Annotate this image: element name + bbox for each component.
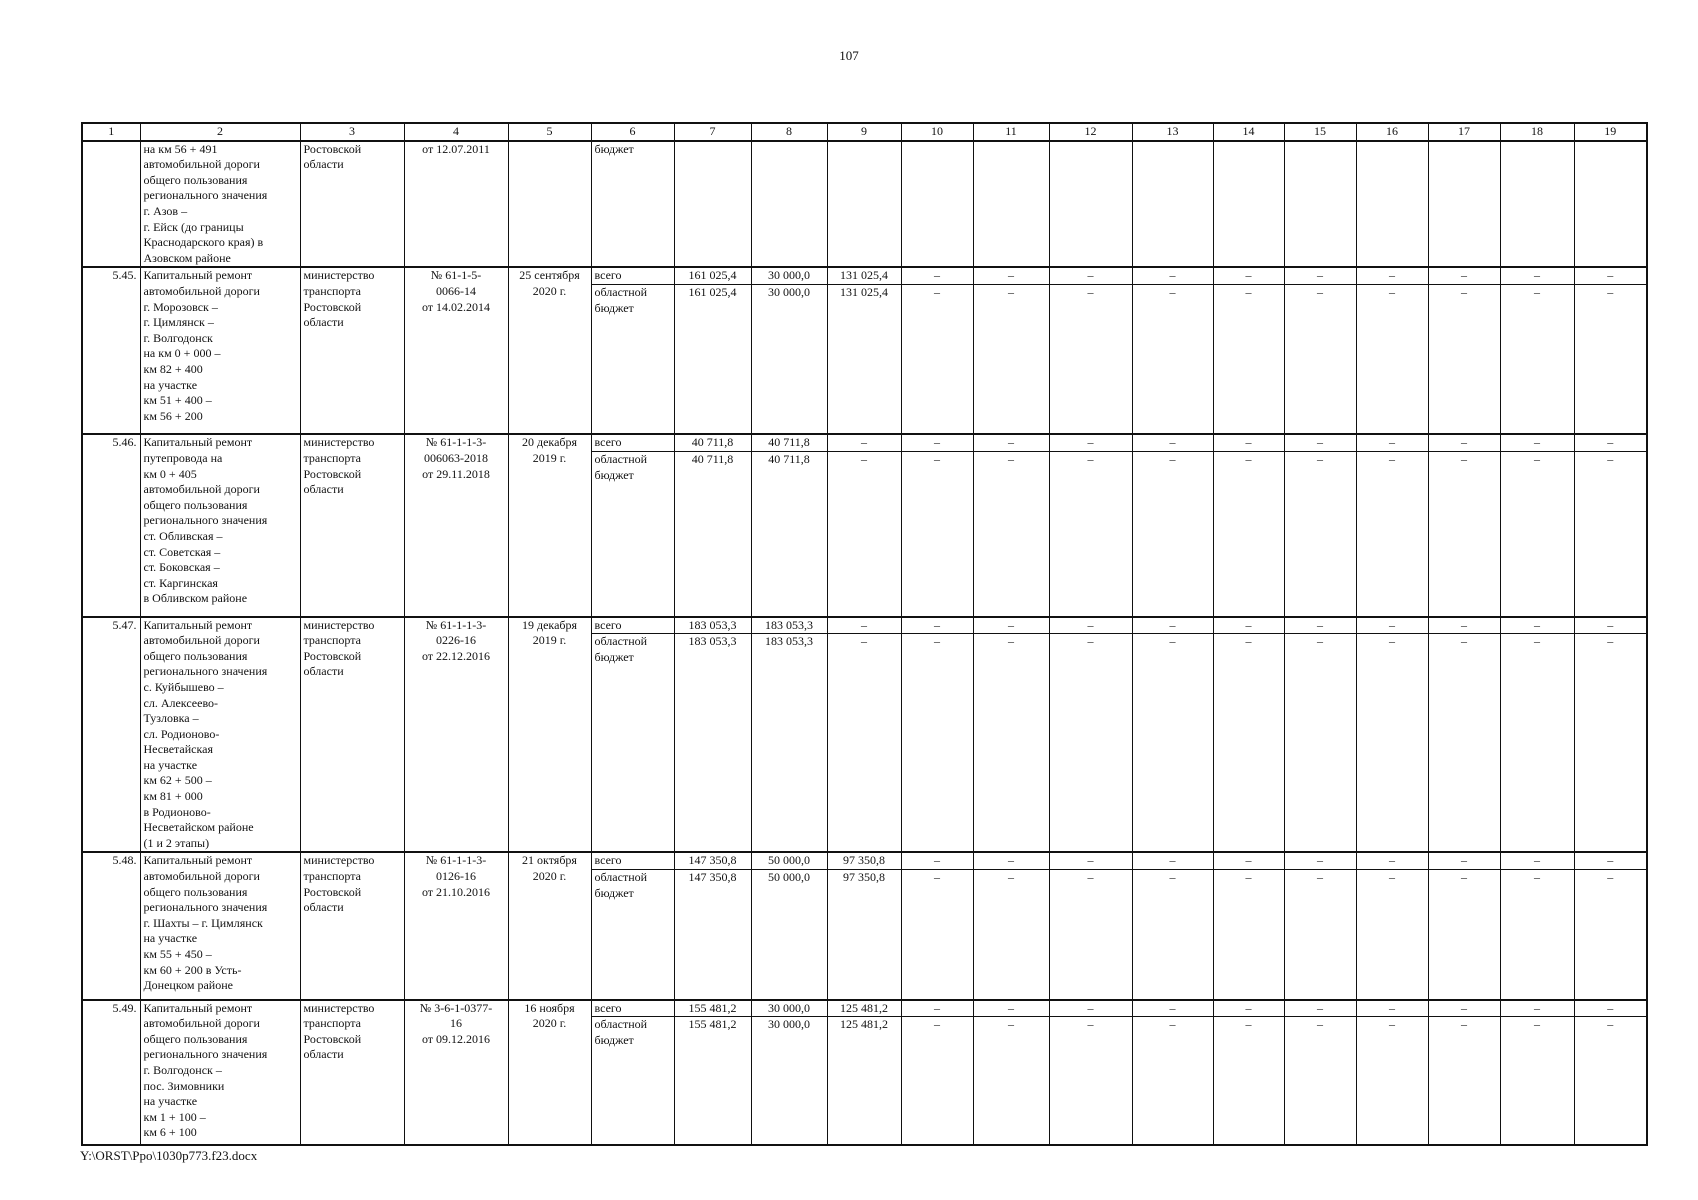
value-cell bbox=[1213, 141, 1284, 268]
value-cell: – bbox=[1500, 434, 1574, 451]
value-cell: – bbox=[901, 617, 973, 634]
col-header: 7 bbox=[674, 123, 751, 141]
value-cell: – bbox=[1049, 434, 1132, 451]
object-name-cell: Капитальный ремонт автомобильной дороги г. Морозовск – г. Цимлянск – г. Волгодонск на км 0 + 000 – км 82 + 400 на участке км 51 + 400 – км 56 + 200 bbox=[140, 267, 300, 434]
value-cell: 131 025,4 bbox=[827, 267, 901, 284]
table-row bbox=[82, 1000, 1647, 1017]
customer-cell: министерство транспорта Ростовской области bbox=[300, 852, 404, 999]
value-cell: – bbox=[1574, 870, 1647, 1000]
value-cell: 40 711,8 bbox=[674, 452, 751, 617]
object-name-cell: Капитальный ремонт автомобильной дороги общего пользования регионального значения г. Шахты – г. Цимлянск на участке км 55 + 450 – км 60 + 200 в Усть- Донецком районе bbox=[140, 852, 300, 999]
term-cell: 16 ноября 2020 г. bbox=[508, 1000, 591, 1145]
customer-cell: министерство транспорта Ростовской области bbox=[300, 434, 404, 616]
capital-repair-table bbox=[81, 122, 1648, 1146]
col-header: 18 bbox=[1500, 123, 1574, 141]
col-header: 19 bbox=[1574, 123, 1647, 141]
value-cell: 147 350,8 bbox=[674, 870, 751, 1000]
value-cell: – bbox=[1428, 267, 1500, 284]
customer-cell: министерство транспорта Ростовской области bbox=[300, 1000, 404, 1145]
col-header: 14 bbox=[1213, 123, 1284, 141]
term-cell: 19 декабря 2019 г. bbox=[508, 617, 591, 853]
value-cell: – bbox=[1284, 617, 1356, 634]
value-cell bbox=[751, 141, 827, 268]
col-header: 6 bbox=[591, 123, 674, 141]
value-cell: – bbox=[1428, 617, 1500, 634]
value-cell: – bbox=[1574, 434, 1647, 451]
value-cell: – bbox=[1213, 267, 1284, 284]
value-cell: – bbox=[973, 452, 1049, 617]
value-cell bbox=[1284, 141, 1356, 268]
value-cell: 50 000,0 bbox=[751, 870, 827, 1000]
value-cell: – bbox=[1574, 267, 1647, 284]
value-cell: – bbox=[1284, 434, 1356, 451]
value-cell: – bbox=[1356, 617, 1428, 634]
value-cell: – bbox=[1574, 617, 1647, 634]
item-number-cell: 5.49. bbox=[82, 1000, 140, 1145]
value-cell: – bbox=[973, 617, 1049, 634]
value-cell: – bbox=[1428, 1000, 1500, 1017]
value-cell: 155 481,2 bbox=[674, 1000, 751, 1017]
estimate-doc-cell: № 61-1-1-3- 006063-2018 от 29.11.2018 bbox=[404, 434, 508, 616]
value-cell: 183 053,3 bbox=[674, 617, 751, 634]
funding-source-cell: всего bbox=[591, 267, 674, 284]
object-name-cell: Капитальный ремонт путепровода на км 0 + 405 автомобильной дороги общего пользования регионального значения ст. Обливская – ст. Советская – ст. Боковская – ст. Каргинская в Обливском районе bbox=[140, 434, 300, 616]
value-cell: 183 053,3 bbox=[751, 634, 827, 853]
value-cell: – bbox=[1284, 452, 1356, 617]
value-cell: – bbox=[1500, 617, 1574, 634]
value-cell: – bbox=[1356, 267, 1428, 284]
item-number-cell: 5.46. bbox=[82, 434, 140, 616]
value-cell: – bbox=[1049, 870, 1132, 1000]
value-cell: – bbox=[973, 1017, 1049, 1145]
funding-source-cell: областной бюджет bbox=[591, 284, 674, 434]
value-cell bbox=[1356, 141, 1428, 268]
value-cell: – bbox=[1213, 617, 1284, 634]
col-header: 11 bbox=[973, 123, 1049, 141]
value-cell bbox=[973, 141, 1049, 268]
value-cell: 30 000,0 bbox=[751, 267, 827, 284]
value-cell: 40 711,8 bbox=[674, 434, 751, 451]
value-cell: 155 481,2 bbox=[674, 1017, 751, 1145]
value-cell: – bbox=[1500, 1000, 1574, 1017]
value-cell: – bbox=[1356, 452, 1428, 617]
footer-file-path: Y:\ORST\Ppo\1030p773.f23.docx bbox=[80, 1148, 258, 1163]
value-cell: – bbox=[1049, 1000, 1132, 1017]
col-header: 2 bbox=[140, 123, 300, 141]
value-cell: – bbox=[1132, 617, 1213, 634]
col-header: 5 bbox=[508, 123, 591, 141]
continuation-row bbox=[82, 141, 1647, 268]
funding-source-cell: областной бюджет bbox=[591, 634, 674, 853]
value-cell: – bbox=[1356, 284, 1428, 434]
term-cell: 20 декабря 2019 г. bbox=[508, 434, 591, 616]
value-cell: – bbox=[1500, 852, 1574, 869]
value-cell bbox=[1132, 141, 1213, 268]
term-cell: 21 октября 2020 г. bbox=[508, 852, 591, 999]
value-cell: – bbox=[1132, 634, 1213, 853]
value-cell: – bbox=[1356, 870, 1428, 1000]
col-header: 13 bbox=[1132, 123, 1213, 141]
value-cell: 161 025,4 bbox=[674, 284, 751, 434]
value-cell: – bbox=[1500, 284, 1574, 434]
col-header: 8 bbox=[751, 123, 827, 141]
value-cell: – bbox=[1132, 1000, 1213, 1017]
col-header: 4 bbox=[404, 123, 508, 141]
col-header: 9 bbox=[827, 123, 901, 141]
value-cell: – bbox=[973, 1000, 1049, 1017]
value-cell: – bbox=[973, 284, 1049, 434]
value-cell: – bbox=[1049, 1017, 1132, 1145]
value-cell bbox=[674, 141, 751, 268]
value-cell: – bbox=[1213, 1017, 1284, 1145]
value-cell: – bbox=[1574, 1000, 1647, 1017]
value-cell: 125 481,2 bbox=[827, 1000, 901, 1017]
funding-source-cell: всего bbox=[591, 852, 674, 869]
value-cell bbox=[901, 141, 973, 268]
estimate-doc-cell: № 61-1-5- 0066-14 от 14.02.2014 bbox=[404, 267, 508, 434]
value-cell: – bbox=[973, 870, 1049, 1000]
value-cell bbox=[827, 141, 901, 268]
object-name-cell: Капитальный ремонт автомобильной дороги общего пользования регионального значения г. Волгодонск – пос. Зимовники на участке км 1 + 100 – км 6 + 100 bbox=[140, 1000, 300, 1145]
value-cell: – bbox=[1213, 284, 1284, 434]
object-name-cell: на км 56 + 491 автомобильной дороги общего пользования регионального значения г. Азов – г. Ейск (до границы Краснодарского края) в Азовском районе bbox=[140, 141, 300, 268]
value-cell: – bbox=[1574, 634, 1647, 853]
estimate-doc-cell: № 61-1-1-3- 0226-16 от 22.12.2016 bbox=[404, 617, 508, 853]
value-cell: – bbox=[1213, 852, 1284, 869]
value-cell: – bbox=[1356, 1000, 1428, 1017]
value-cell bbox=[1574, 141, 1647, 268]
value-cell: – bbox=[1428, 1017, 1500, 1145]
customer-cell: Ростовской области bbox=[300, 141, 404, 268]
value-cell: – bbox=[973, 434, 1049, 451]
value-cell: – bbox=[1284, 267, 1356, 284]
source-cell: бюджет bbox=[591, 141, 674, 268]
value-cell: – bbox=[1284, 634, 1356, 853]
value-cell: – bbox=[1213, 452, 1284, 617]
col-header: 10 bbox=[901, 123, 973, 141]
value-cell: – bbox=[1049, 852, 1132, 869]
value-cell: – bbox=[901, 267, 973, 284]
value-cell: – bbox=[1574, 452, 1647, 617]
value-cell: – bbox=[827, 634, 901, 853]
term-cell: 25 сентября 2020 г. bbox=[508, 267, 591, 434]
value-cell: – bbox=[1132, 452, 1213, 617]
value-cell: 50 000,0 bbox=[751, 852, 827, 869]
value-cell: – bbox=[1428, 284, 1500, 434]
value-cell: 183 053,3 bbox=[674, 634, 751, 853]
item-number-cell: 5.47. bbox=[82, 617, 140, 853]
value-cell: 131 025,4 bbox=[827, 284, 901, 434]
value-cell: – bbox=[1132, 1017, 1213, 1145]
value-cell bbox=[1428, 141, 1500, 268]
value-cell: – bbox=[1356, 852, 1428, 869]
value-cell: – bbox=[1213, 1000, 1284, 1017]
value-cell: – bbox=[1284, 852, 1356, 869]
column-number-header bbox=[82, 123, 1647, 141]
value-cell: – bbox=[1284, 284, 1356, 434]
object-name-cell: Капитальный ремонт автомобильной дороги общего пользования регионального значения с. Куйбышево – сл. Алексеево- Тузловка – сл. Родионово- Несветайская на участке км 62 + 500 – км 81 + 000 в Родионово- Несветайском районе (1 и 2 этапы) bbox=[140, 617, 300, 853]
item-number-cell: 5.48. bbox=[82, 852, 140, 999]
value-cell: – bbox=[1284, 1000, 1356, 1017]
item-number-cell bbox=[82, 141, 140, 268]
value-cell: – bbox=[1574, 1017, 1647, 1145]
value-cell: – bbox=[1356, 634, 1428, 853]
funding-source-cell: всего bbox=[591, 434, 674, 451]
col-header: 17 bbox=[1428, 123, 1500, 141]
value-cell: – bbox=[1500, 452, 1574, 617]
value-cell: 125 481,2 bbox=[827, 1017, 901, 1145]
value-cell: – bbox=[901, 434, 973, 451]
value-cell: – bbox=[1428, 852, 1500, 869]
value-cell: 30 000,0 bbox=[751, 1017, 827, 1145]
value-cell: – bbox=[901, 284, 973, 434]
value-cell: – bbox=[1132, 870, 1213, 1000]
value-cell: – bbox=[1428, 434, 1500, 451]
funding-source-cell: областной бюджет bbox=[591, 452, 674, 617]
value-cell: – bbox=[1049, 284, 1132, 434]
table-row bbox=[82, 852, 1647, 869]
value-cell bbox=[1500, 141, 1574, 268]
term-cell bbox=[508, 141, 591, 268]
value-cell: – bbox=[1574, 852, 1647, 869]
value-cell: 30 000,0 bbox=[751, 284, 827, 434]
value-cell: – bbox=[1500, 267, 1574, 284]
funding-source-cell: областной бюджет bbox=[591, 1017, 674, 1145]
value-cell: – bbox=[827, 617, 901, 634]
value-cell: – bbox=[901, 634, 973, 853]
value-cell: 161 025,4 bbox=[674, 267, 751, 284]
value-cell: 40 711,8 bbox=[751, 434, 827, 451]
col-header: 1 bbox=[82, 123, 140, 141]
value-cell: – bbox=[1574, 284, 1647, 434]
value-cell: – bbox=[901, 852, 973, 869]
value-cell: – bbox=[901, 1000, 973, 1017]
value-cell: – bbox=[973, 852, 1049, 869]
col-header: 12 bbox=[1049, 123, 1132, 141]
value-cell: – bbox=[1428, 870, 1500, 1000]
value-cell: – bbox=[1049, 267, 1132, 284]
value-cell: – bbox=[1500, 870, 1574, 1000]
value-cell: – bbox=[1356, 434, 1428, 451]
value-cell: – bbox=[973, 634, 1049, 853]
value-cell: – bbox=[1213, 434, 1284, 451]
funding-source-cell: областной бюджет bbox=[591, 870, 674, 1000]
estimate-doc-cell: от 12.07.2011 bbox=[404, 141, 508, 268]
value-cell: 30 000,0 bbox=[751, 1000, 827, 1017]
value-cell: – bbox=[1049, 617, 1132, 634]
value-cell: – bbox=[827, 452, 901, 617]
col-header: 15 bbox=[1284, 123, 1356, 141]
estimate-doc-cell: № 61-1-1-3- 0126-16 от 21.10.2016 bbox=[404, 852, 508, 999]
value-cell: – bbox=[1284, 870, 1356, 1000]
value-cell: – bbox=[1049, 452, 1132, 617]
value-cell: 97 350,8 bbox=[827, 870, 901, 1000]
value-cell: – bbox=[1284, 1017, 1356, 1145]
value-cell: – bbox=[1213, 870, 1284, 1000]
value-cell: – bbox=[1500, 1017, 1574, 1145]
value-cell: – bbox=[1132, 267, 1213, 284]
funding-source-cell: всего bbox=[591, 617, 674, 634]
item-number-cell: 5.45. bbox=[82, 267, 140, 434]
customer-cell: министерство транспорта Ростовской области bbox=[300, 617, 404, 853]
value-cell: – bbox=[1428, 452, 1500, 617]
value-cell: – bbox=[901, 1017, 973, 1145]
col-header: 3 bbox=[300, 123, 404, 141]
value-cell: 147 350,8 bbox=[674, 852, 751, 869]
value-cell: – bbox=[1428, 634, 1500, 853]
value-cell: – bbox=[1213, 634, 1284, 853]
value-cell: – bbox=[1132, 852, 1213, 869]
value-cell: – bbox=[1500, 634, 1574, 853]
page-number: 107 bbox=[839, 48, 859, 63]
value-cell: – bbox=[827, 434, 901, 451]
funding-source-cell: всего bbox=[591, 1000, 674, 1017]
value-cell: – bbox=[901, 452, 973, 617]
table-row bbox=[82, 617, 1647, 634]
value-cell: – bbox=[1049, 634, 1132, 853]
value-cell: 97 350,8 bbox=[827, 852, 901, 869]
value-cell bbox=[1049, 141, 1132, 268]
table-row bbox=[82, 434, 1647, 451]
value-cell: – bbox=[1356, 1017, 1428, 1145]
value-cell: – bbox=[1132, 434, 1213, 451]
value-cell: 183 053,3 bbox=[751, 617, 827, 634]
customer-cell: министерство транспорта Ростовской области bbox=[300, 267, 404, 434]
col-header: 16 bbox=[1356, 123, 1428, 141]
value-cell: 40 711,8 bbox=[751, 452, 827, 617]
value-cell: – bbox=[973, 267, 1049, 284]
table-row bbox=[82, 267, 1647, 284]
value-cell: – bbox=[901, 870, 973, 1000]
value-cell: – bbox=[1132, 284, 1213, 434]
estimate-doc-cell: № 3-6-1-0377- 16 от 09.12.2016 bbox=[404, 1000, 508, 1145]
